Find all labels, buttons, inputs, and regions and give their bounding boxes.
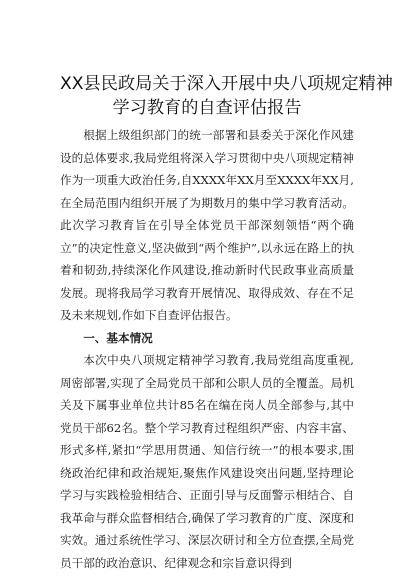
title-line-1: XX县民政局关于深入开展中央八项规定精神 [60, 74, 393, 94]
document-page [60, 72, 393, 574]
document-body [60, 124, 354, 574]
section-heading-basic-situation: 一、基本情况 [83, 330, 153, 345]
intro-paragraph: 根据上级组织部门的统一部署和县委关于深化作风建设的总体要求,我局党组将深入学习贯彻中央八项规定精神作为一项重大政治任务,自XXXX年XX月至XXXX年XX月,在全局范围内组织开展了为期数月的集中学习教育活动。此次学习教育旨在引导全体党员干部深刻领悟“两个确立”的决定性意义,坚决做到“两个维护”,以永远在路上的执着和韧劲,持续深化作风建设,推动新时代民政事业高质量发展。现将我局学习教育开展情况、取得成效、存在不足及未来规划,作如下自查评估报告。 [60, 128, 354, 322]
title-line-2: 学习教育的自查评估报告 [112, 98, 302, 118]
section-paragraph-basic-situation: 本次中央八项规定精神学习教育,我局党组高度重视,周密部署,实现了全局党员干部和公职人员的全覆盖。局机关及下属事业单位共计85名在编在岗人员全部参与,其中党员干部62名。整个学习教育过程组织严密、内容丰富、形式多样,紧扣“学思用贯通、知信行统一”的根本要求,围绕政治纪律和政治规矩,聚焦作风建设突出问题,坚持理论学习与实践检验相结合、正面引导与反面警示相结合、自我革命与群众监督相结合,确保了学习教育的广度、深度和实效。通过系统性学习、深层次研讨和全方位查摆,全局党员干部的政治意识、纪律观念和宗旨意识得到 [60, 353, 354, 570]
document-title [60, 72, 393, 120]
